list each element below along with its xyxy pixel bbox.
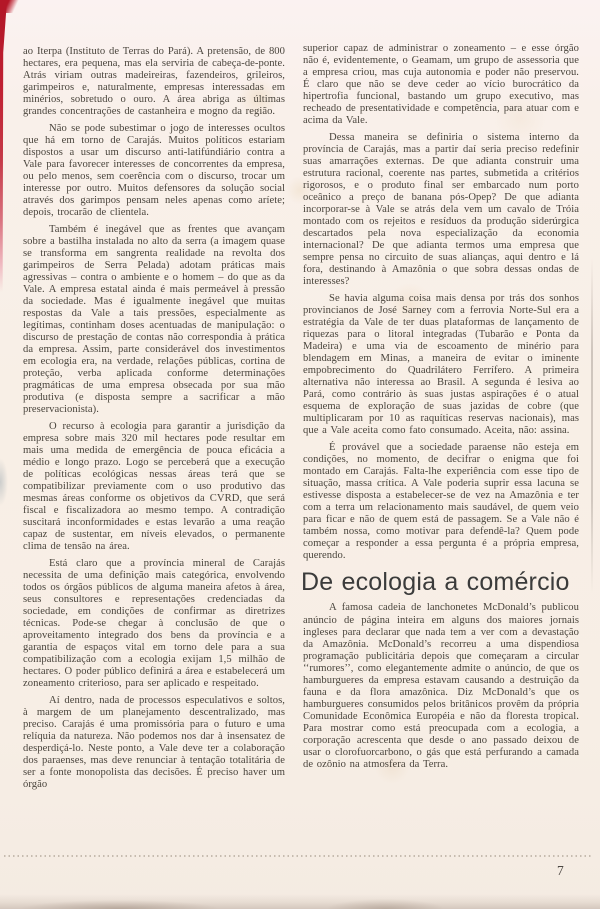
paragraph: Não se pode subestimar o jogo de interesses ocultos que há em torno de Carajás. Muitos políticos estariam dispostos a usar um discurso anti-latifúndiário contra a Vale para favorecer interesses de concorrentes da empresa, ou pelo menos, sem coerência com o discurso, trocar um interesse por outro. Muitos defensores da solução social através dos garimpos pensam neles apenas como aríete; depois, trocarão de clientela. [23,122,285,219]
paper-crease [591,258,593,593]
red-edge-strip [0,0,7,292]
paragraph: ao Iterpa (Instituto de Terras do Pará). A pretensão, de 800 hectares, era pequena, mas ela serviria de cabeça-de-ponte. Atrás viriam outras madeireiras, fazendeiros, grileiros, garimpeiros e, naturalmente, empresas interessadas em minérios, sobretudo o ouro. A área abriga as últimas grandes concentrações de castanheira e mogno da região. [23,46,285,118]
paragraph: A famosa cadeia de lanchonetes McDonald’s publicou anúncio de página inteira em alguns dos maiores jornais ingleses para declarar que nada tem a ver com a devastação da Amazônia. McDonald’s recorreu a uma dispendiosa programação publicitária depois que começaram a circular ‘‘rumores’’, como elegantemente admite o anúncio, de que os hamburgueres da empresa estavam causando a destruição da fauna e da flora amazônica. Diz McDonald’s que os hamburgueres consumidos pelos britânicos provêm da própria Comunidade Econômica Européia e não da floresta tropical. Para mostrar como está preocupada com a ecologia, a corporação acrescenta que desde o ano passado deixou de usar o clorofuorcarbono, o gás que está perfurando a camada de ozônio na atmosfera da Terra. [303,602,579,771]
left-column [23,46,285,796]
bottom-smudge [22,900,217,909]
bottom-smudge [328,899,443,909]
paragraph: O recurso à ecologia para garantir a jurisdição da empresa sobre mais 320 mil hectares pode resultar em mais uma medida de emergência de pouca eficácia a médio e longo prazo. Logo se perceberá que a execução de políticas ecológicas nessas áreas terá que se compatibilizar previamente com o uso produtivo das mesmas áreas conforme os objetivos da CVRD, que será fiscal e fiscalizadora ao mesmo tempo. A contradição suscitará inconformidades e estas levarão a uma reação capaz de sustentar, em níveis elevados, o permanente clima de tensão na área. [23,420,285,553]
paragraph: superior capaz de administrar o zoneamento – e esse órgão não é, evidentemente, o Geamam, um grupo de assessoria que a empresa criou, mas cuja autonomia e poder não preservou. É claro que não se deve ceder ao vício burocrático da hipertrofia funcional, bastando um grupo executivo, mas recheado de presentatividade e competência, para atuar com e acima da Vale. [303,43,579,127]
paragraph: É provável que a sociedade paraense não esteja em condições, no momento, de decifrar o enigma que foi montado em Carajás. Falta-lhe experiência com esse tipo de situação, massa crítica. A Vale poderia suprir essa lacuna se estivesse disposta a estabelecer-se de vez na Amazônia e ter com a terra um relacionamento mais saudável, de quem veio para ficar e não de quem está de passagem. Se a Vale não é também nossa, como motivar para defendê-la? Quem pode começar a responder a essa pergunta é a própria empresa, querendo. [303,442,579,562]
paragraph: Se havia alguma coisa mais densa por trás dos sonhos provincianos de José Sarney com a ferrovia Norte-Sul era a estratégia da Vale de ter duas plataformas de lançamento de riquezas para o litoral integradas (Tubarão e Ponta da Madeira) e uma via de escoamento de minério para blendagem em Minas, a maneira de evitar o iminente empobrecimento do Quadrilátero Ferrífero. A primeira alternativa não interessa ao Brasil. A segunda é lesiva ao Pará, como contrário às suas justas aspirações é o atual esquema de exploração de suas jazidas de cobre (que multiplicaram por 10 as raquíticas reservas nacionais), mas que a Vale aceita como fato consumado. Aceita, não: assina. [303,292,579,437]
edge-smudge [0,458,8,506]
paragraph: Dessa maneira se definiria o sistema interno da província de Carajás, mas a partir daí seria preciso redefinir suas amarrações externas. De que adianta construir uma estrutura racional, coerente nas partes, submetida a critérios rigorosos, e o produto final ser embarcado num porto oceânico a preço de banana pós-Opep? De que adianta incorporar-se à Vale se atrás dela vem um cavalo de Tróia montado com os rejeitos e resíduos da produção siderúrgica descartados pela nova especialização da economia internacional? De que adianta termos uma empresa que sempre pensa no circuito de suas alianças, aqui dentro e lá fora, destinando à Amazônia o que sobra dessas ondas de interesses? [303,131,579,288]
paragraph: Aí dentro, nada de processos especulativos e soltos, à margem de um planejamento descentralizado, mas preciso. Carajás é uma promissória para o futuro e uma relíquia da natureza. Não podemos nos dar à insensatez de desperdiçá-lo. Neste ponto, a Vale deve ter a colaboração dos paraenses, mas deve renunciar à tentação totalitária de ser a fonte monopolista das decisões. É preciso haver um órgão [23,694,285,791]
red-corner-mark [0,0,21,13]
paragraph: Está claro que a província mineral de Carajás necessita de uma definição mais categórica, envolvendo todos os órgãos públicos de alguma maneira afetos à área, seus consultores e representações credenciadas da sociedade, em condições de confirmar as diretrizes técnicas. Pode-se chegar à conclusão de que o aproveitamento integrado dos bens da província e a garantia de espaços vital em torno dele para a sua compatibilização com a ecologia exijam 1,5 milhão de hectares. O poder público definirá a área e estabelecerá um zoneamento criterioso, para ser aplicado e respeitado. [23,557,285,690]
section-heading: De ecologia a comércio [301,568,570,597]
page-number: 7 [557,863,564,878]
right-column [303,43,579,776]
perforation-dots [4,855,593,857]
paragraph: Também é inegável que as frentes que avançam sobre a bastilha instalada no alto da serra (a imagem quase se transforma em sangrenta realidade na revolta dos garimpeiros de Serra Pelada) adotam práticas mais agressivas – contra o ambiente e o homem – do que as da Vale. A empresa estatal ainda é mais permeável à pressão da sociedade. Mas é igualmente inegável que muitas respostas da Vale a tais pressões, especialmente as legítimas, continham doses acentuadas de manipulação: o discurso de prestação de contas não correspondia à prática da empresa. Assim, parte considerável dos investimentos em ecologia era, na verdade, relações públicas, cortina de proteção, verba aplicada conforme determinações pragmáticas de uma empresa obsecada por sua mão produtiva (e disposta sempre a sacrificar a mão preservacionista). [23,223,285,416]
